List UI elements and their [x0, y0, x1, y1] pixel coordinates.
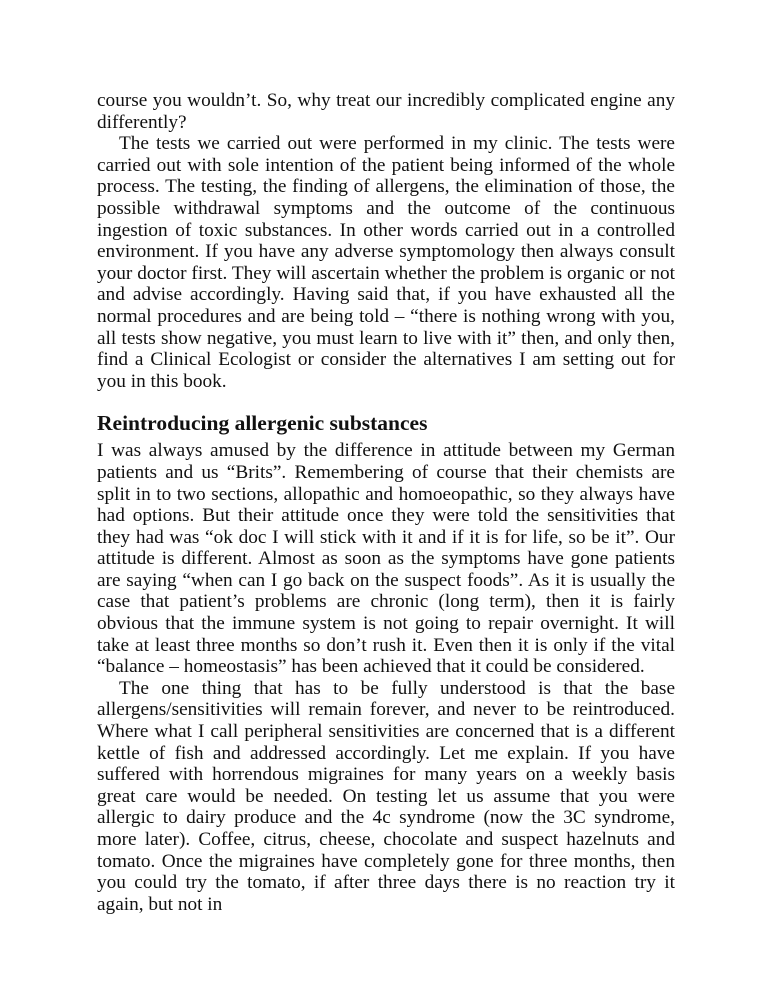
- book-page: [97, 90, 675, 915]
- section-heading: Reintroducing allergenic substances: [97, 411, 428, 436]
- paragraph-clinic-tests: The tests we carried out were performed in my clinic. The tests were carried out with sole intention of the patient being informed of the whole process. The testing, the finding of allergens, the elimination of those, the possible withdrawal symptoms and the outcome of the continuous ingestion of toxic substances. In other words carried out in a controlled environment. If you have any adverse symptomology then always consult your doctor first. They will ascertain whether the problem is organic or not and advise accordingly. Having said that, if you have exhausted all the normal procedures and are being told – “there is nothing wrong with you, all tests show negative, you must learn to live with it” then, and only then, find a Clinical Ecologist or consider the alternatives I am setting out for you in this book.: [97, 133, 675, 392]
- paragraph-base-allergens: The one thing that has to be fully understood is that the base allergens/sensitivities will remain forever, and never to be reintroduced. Where what I call peripheral sensitivities are concerned that is a different kettle of fish and addressed accordingly. Let me explain. If you have suffered with horrendous migraines for many years on a weekly basis great care would be needed. On testing let us assume that you were allergic to dairy produce and the 4c syndrome (now the 3C syndrome, more later). Coffee, citrus, cheese, chocolate and suspect hazelnuts and tomato. Once the migraines have completely gone for three months, then you could try the tomato, if after three days there is no reaction try it again, but not in: [97, 677, 675, 915]
- paragraph-continuation: course you wouldn’t. So, why treat our incredibly complicated engine any differently?: [97, 90, 675, 133]
- paragraph-attitude: I was always amused by the difference in attitude between my German patients and us “Brits”. Remembering of course that their chemists are split in to two sections, allopathic and homoeopathic, so they always have had options. But their attitude once they were told the sensitivities that they had was “ok doc I will stick with it and if it is for life, so be it”. Our attitude is different. Almost as soon as the symptoms have gone patients are saying “when can I go back on the suspect foods”. As it is usually the case that patient’s problems are chronic (long term), then it is fairly obvious that the immune system is not going to repair overnight. It will take at least three months so don’t rush it. Even then it is only if the vital “balance – homeostasis” has been achieved that it could be considered.: [97, 440, 675, 678]
